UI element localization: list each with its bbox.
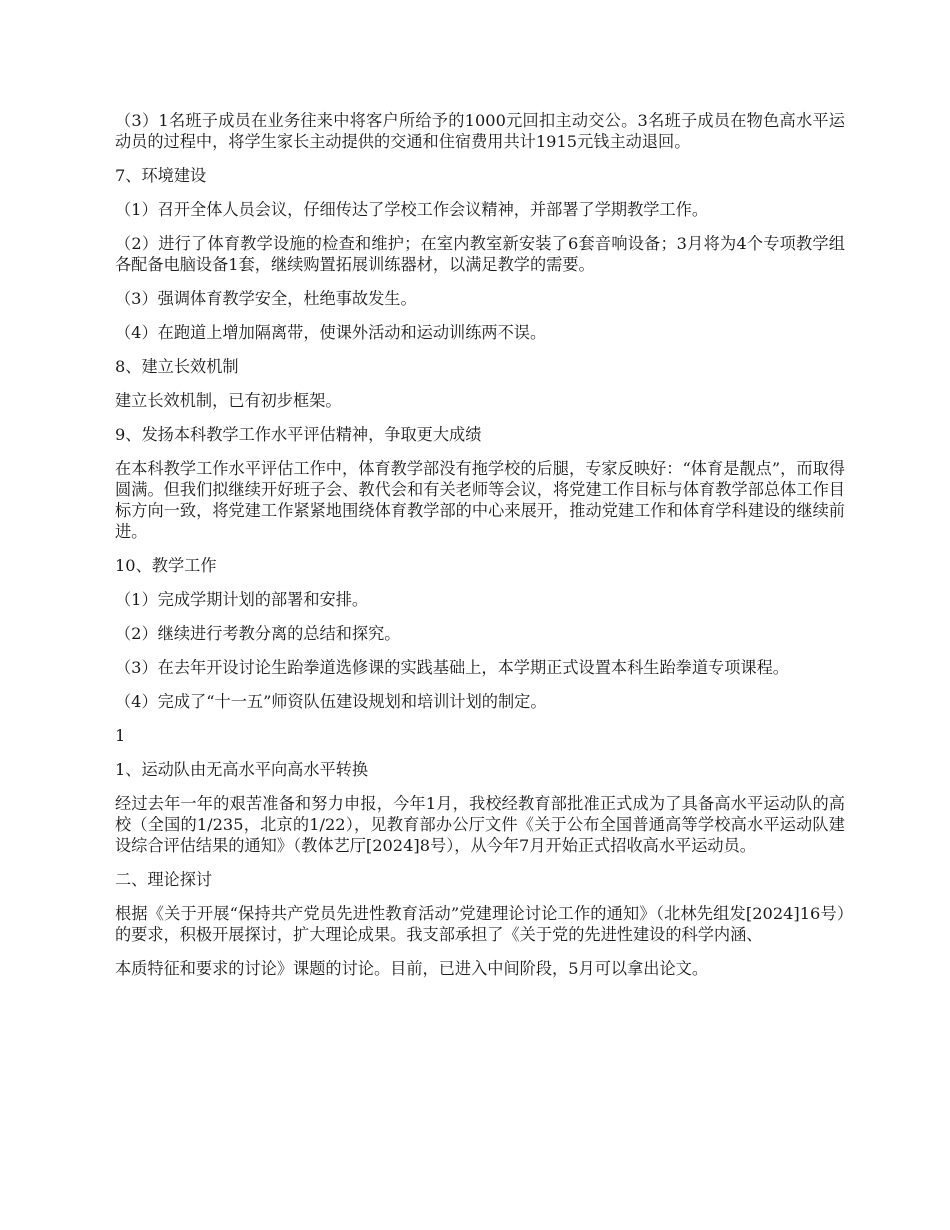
paragraph-env-1: （1）召开全体人员会议，仔细传达了学校工作会议精神，并部署了学期教学工作。 [115,200,709,219]
paragraph-refund-report: （3）1名班子成员在业务往来中将客户所给予的1000元回扣主动交公。3名班子成员在物色高水平运动员的过程中，将学生家长主动提供的交通和住宿费用共计1915元钱主动退回。 [115,111,845,151]
paragraph-theory: 根据《关于开展“保持共产党员先进性教育活动”党建理论讨论工作的通知》（北林先组发[2024]16号）的要求，积极开展探讨，扩大理论成果。我支部承担了《关于党的先进性建设的科学内涵、 [115,904,845,944]
paragraph-teaching-1: （1）完成学期计划的部署和安排。 [115,590,369,609]
paragraph-env-3: （3）强调体育教学安全，杜绝事故发生。 [115,289,417,308]
paragraph-teaching-3: （3）在去年开设讨论生跆拳道选修课的实践基础上，本学期正式设置本科生跆拳道专项课程。 [115,658,789,677]
heading-environment: 7、环境建设 [115,166,207,185]
paragraph-evaluation: 在本科教学工作水平评估工作中，体育教学部没有拖学校的后腿，专家反映好：“体育是靓点”，而取得圆满。但我们拟继续开好班子会、教代会和有关老师等会议，将党建工作目标与体育教学部总体工作目标方向一致，将党建工作紧紧地围绕体育教学部的中心来展开，推动党建工作和体育学科建设的继续前进。 [115,459,845,541]
paragraph-teaching-2: （2）继续进行考教分离的总结和探究。 [115,624,401,643]
heading-mechanism: 8、建立长效机制 [115,357,239,376]
paragraph-mechanism: 建立长效机制，已有初步框架。 [115,391,342,410]
heading-theory: 二、理论探讨 [115,870,213,889]
paragraph-env-2: （2）进行了体育教学设施的检查和维护；在室内教室新安装了6套音响设备；3月将为4个专项教学组各配备电脑设备1套，继续购置拓展训练器材，以满足教学的需要。 [115,234,845,274]
heading-teaching: 10、教学工作 [115,556,217,575]
paragraph-sports-team: 经过去年一年的艰苦准备和努力申报，今年1月，我校经教育部批准正式成为了具备高水平运动队的高校（全国的1/235，北京的1/22），见教育部办公厅文件《关于公布全国普通高等学校高水平运动队建设综合评估结果的通知》（教体艺厅[2024]8号），从今年7月开始正式招收高水平运动员。 [115,794,845,855]
paragraph-teaching-4: （4）完成了“十一五”师资队伍建设规划和培训计划的制定。 [115,692,547,711]
heading-sports-team: 1、运动队由无高水平向高水平转换 [115,760,369,779]
heading-evaluation: 9、发扬本科教学工作水平评估精神，争取更大成绩 [115,425,482,444]
paragraph-theory-continued: 本质特征和要求的讨论》课题的讨论。目前，已进入中间阶段，5月可以拿出论文。 [115,959,709,978]
section-number: 1 [115,726,126,745]
document-body [115,110,845,992]
paragraph-env-4: （4）在跑道上增加隔离带，使课外活动和运动训练两不误。 [115,323,547,342]
